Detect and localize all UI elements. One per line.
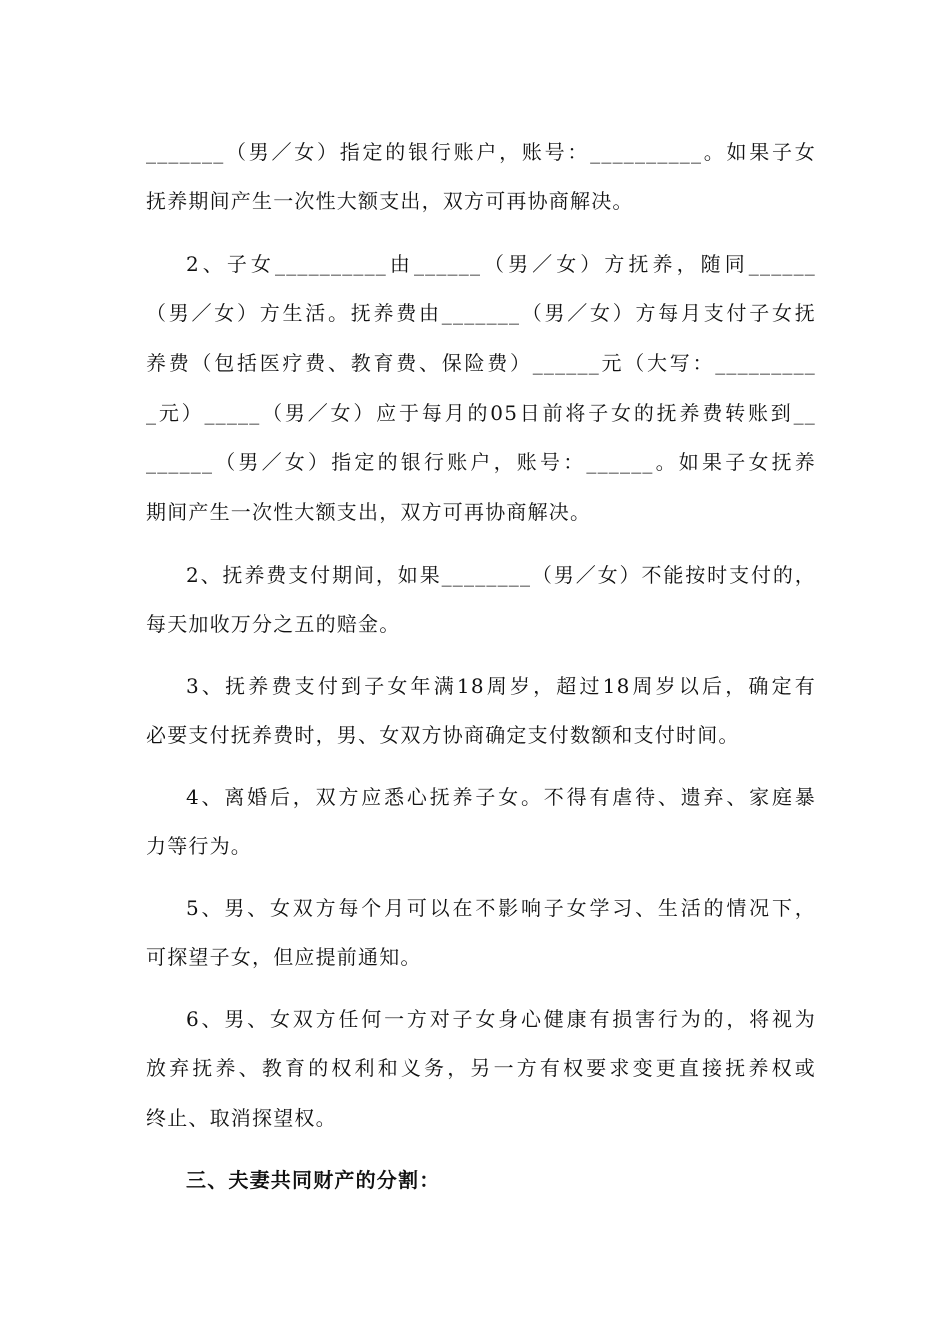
paragraph-line: 养费（包括医疗费、教育费、保险费）______元（大写：_________ [146,351,816,375]
paragraph-line: 6、男、女双方任何一方对子女身心健康有损害行为的，将视为 [186,1007,816,1031]
paragraph-line: 4、离婚后，双方应悉心抚养子女。不得有虐待、遗弃、家庭暴 [186,785,816,809]
paragraph-line: 3、抚养费支付到子女年满18周岁，超过18周岁以后，确定有 [186,674,816,698]
paragraph-line: ______（男／女）指定的银行账户，账号：______。如果子女抚养 [146,450,816,474]
paragraph-line: 必要支付抚养费时，男、女双方协商确定支付数额和支付时间。 [146,723,740,747]
paragraph-line: 2、抚养费支付期间，如果________（男／女）不能按时支付的， [186,563,816,587]
paragraph-line: 放弃抚养、教育的权利和义务，另一方有权要求变更直接抚养权或 [146,1056,816,1080]
paragraph-line: 终止、取消探望权。 [146,1106,337,1130]
paragraph-line: 每天加收万分之五的赔金。 [146,612,401,636]
paragraph-line: _元）_____（男／女）应于每月的05日前将子女的抚养费转账到__ [146,401,816,425]
paragraph-line: 可探望子女，但应提前通知。 [146,945,422,969]
paragraph-line: _______（男／女）指定的银行账户，账号：__________。如果子女 [146,140,816,164]
section-heading: 三、夫妻共同财产的分割： [186,1168,441,1192]
paragraph-line: 期间产生一次性大额支出，双方可再协商解决。 [146,500,592,524]
paragraph-line: （男／女）方生活。抚养费由_______（男／女）方每月支付子女抚 [146,301,816,325]
paragraph-line: 抚养期间产生一次性大额支出，双方可再协商解决。 [146,189,634,213]
paragraph-line: 2、子女__________由______（男／女）方抚养，随同______ [186,252,816,276]
paragraph-line: 力等行为。 [146,834,252,858]
paragraph-line: 5、男、女双方每个月可以在不影响子女学习、生活的情况下， [186,896,816,920]
